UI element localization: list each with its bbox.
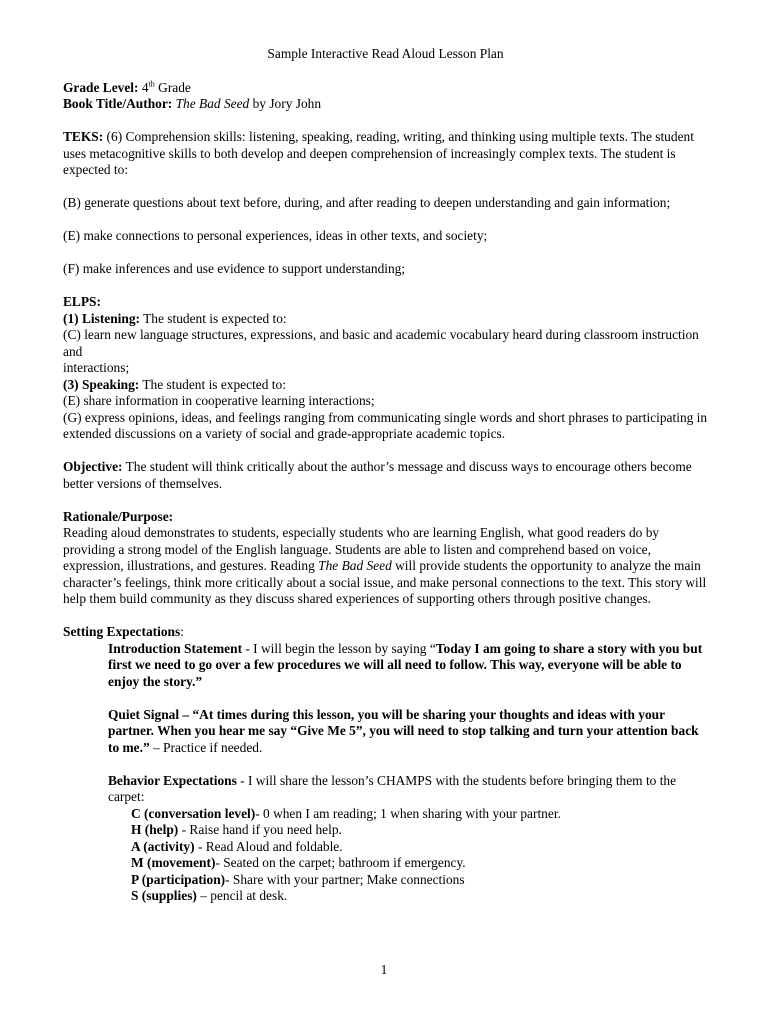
teks-item-f: (F) make inferences and use evidence to support understanding; bbox=[63, 261, 406, 276]
page-number: 1 bbox=[380, 962, 388, 977]
rationale-paragraph bbox=[63, 525, 708, 608]
book-label: Book Title/Author: bbox=[63, 96, 173, 111]
listening-item-c-cont: interactions; bbox=[63, 360, 130, 375]
champs-item bbox=[63, 855, 708, 872]
behavior-expectations bbox=[63, 773, 708, 806]
champs-text: - Read Aloud and foldable. bbox=[194, 838, 343, 854]
document-body bbox=[63, 46, 708, 905]
document-title: Sample Interactive Read Aloud Lesson Plan bbox=[267, 46, 504, 61]
grade-level-number: 4 bbox=[141, 79, 149, 95]
champs-item bbox=[63, 888, 708, 905]
book-title: The Bad Seed bbox=[175, 96, 250, 111]
champs-text: - Share with your partner; Make connections bbox=[225, 871, 465, 887]
rationale-book-title: The Bad Seed bbox=[318, 558, 392, 573]
speaking-label: (3) Speaking: bbox=[63, 376, 140, 392]
intro-quote: Today I am going to share a story with you but first we need to go over a few procedures we will all need to follow. This way, everyone will be able to enjoy the story.” bbox=[108, 640, 703, 689]
listening-text: The student is expected to: bbox=[143, 310, 287, 326]
champs-label: S (supplies) bbox=[131, 888, 197, 903]
champs-item bbox=[63, 872, 708, 889]
listening-item-c: (C) learn new language structures, expressions, and basic and academic vocabulary heard during classroom instruction and bbox=[63, 327, 699, 359]
elps-label: ELPS: bbox=[63, 294, 101, 309]
teks-label: TEKS: bbox=[63, 129, 104, 144]
intro-text: - I will begin the lesson by saying “ bbox=[242, 640, 436, 656]
speaking-line bbox=[63, 377, 708, 394]
teks-item-e: (E) make connections to personal experiences, ideas in other texts, and society; bbox=[63, 228, 488, 243]
champs-label: A (activity) bbox=[131, 838, 195, 854]
grade-level-label: Grade Level: bbox=[63, 79, 139, 95]
champs-text: - Seated on the carpet; bathroom if emergency. bbox=[215, 855, 466, 870]
teks-text: (6) Comprehension skills: listening, speaking, reading, writing, and thinking using multiple texts. The student uses metacognitive skills to both develop and deepen comprehension of increasingly complex texts. The student is expected to: bbox=[63, 129, 694, 177]
grade-level-line bbox=[63, 80, 708, 97]
grade-level-word: Grade bbox=[158, 79, 191, 95]
book-line bbox=[63, 96, 708, 113]
quiet-signal-bold: Quiet Signal – “At times during this lesson, you will be sharing your thoughts and ideas with your partner. When you hear me say “Give Me 5”, you will need to stop talking and turn your attention back to me.” bbox=[108, 706, 699, 755]
listening-label: (1) Listening: bbox=[63, 310, 140, 326]
teks-paragraph bbox=[63, 129, 708, 179]
teks-item-b: (B) generate questions about text before, during, and after reading to deepen understanding and gain information; bbox=[63, 195, 671, 210]
quiet-signal-text: – Practice if needed. bbox=[149, 739, 263, 755]
rationale-label: Rationale/Purpose: bbox=[63, 508, 174, 524]
book-author: by Jory John bbox=[252, 96, 322, 111]
behavior-text: - I will share the lesson’s CHAMPS with the students before bringing them to the carpet: bbox=[108, 772, 677, 804]
speaking-text: The student is expected to: bbox=[142, 376, 286, 392]
behavior-label: Behavior Expectations bbox=[108, 772, 237, 788]
quiet-signal bbox=[63, 707, 708, 757]
champs-item bbox=[63, 839, 708, 856]
champs-label: C (conversation level) bbox=[131, 805, 256, 821]
setting-expectations-label: Setting Expectations bbox=[63, 624, 181, 639]
objective-label: Objective: bbox=[63, 459, 123, 474]
champs-text: – pencil at desk. bbox=[196, 888, 288, 903]
champs-item bbox=[63, 806, 708, 823]
introduction-statement bbox=[63, 641, 708, 691]
listening-line bbox=[63, 311, 708, 328]
champs-label: P (participation) bbox=[131, 871, 226, 887]
champs-label: M (movement) bbox=[131, 855, 216, 870]
rationale-text-2: will provide students the opportunity to analyze the main character’s feelings, think more critically about a social issue, and make personal connections to the text. This story will help them build community as they discuss shared experiences of supporting others through positive changes. bbox=[63, 558, 707, 606]
rationale-text-1: Reading aloud demonstrates to students, especially students who are learning English, what good readers do by providing a strong model of the English language. Students are able to listen and comprehend based on voice, expression, illustrations, and gestures. Reading bbox=[63, 525, 660, 573]
setting-expectations-heading bbox=[63, 624, 708, 641]
objective-text: The student will think critically about the author’s message and discuss ways to encourage others become better versions of themselves. bbox=[63, 459, 692, 491]
champs-text: - Raise hand if you need help. bbox=[178, 822, 342, 837]
speaking-item-g: (G) express opinions, ideas, and feelings ranging from communicating single words and short phrases to participating in extended discussions on a variety of social and grade-appropriate academic topics. bbox=[63, 409, 708, 441]
speaking-item-e: (E) share information in cooperative learning interactions; bbox=[63, 393, 375, 408]
champs-item bbox=[63, 822, 708, 839]
intro-label: Introduction Statement bbox=[108, 640, 243, 656]
champs-label: H (help) bbox=[131, 822, 179, 837]
champs-text: - 0 when I am reading; 1 when sharing with your partner. bbox=[255, 805, 561, 821]
objective-paragraph bbox=[63, 459, 708, 492]
setting-colon: : bbox=[180, 624, 184, 639]
grade-level-suffix: th bbox=[148, 79, 155, 89]
